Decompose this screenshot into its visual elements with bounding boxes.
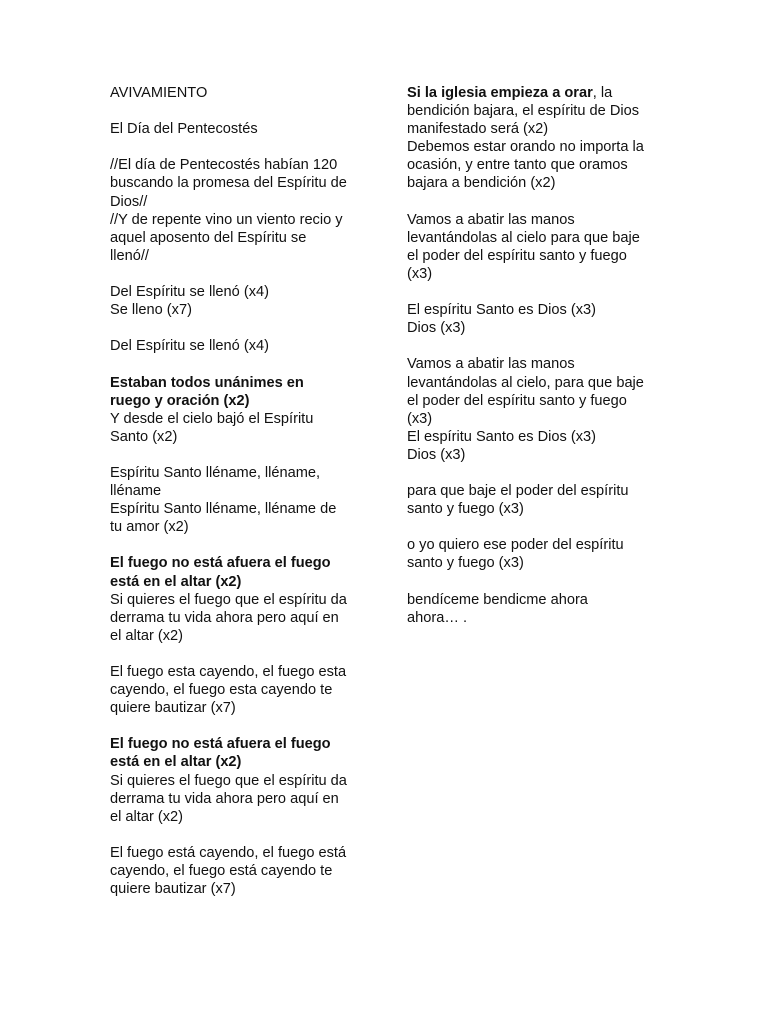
- lyric-line: Vamos a abatir las manos: [407, 356, 575, 373]
- paragraph-gap: [110, 826, 372, 844]
- paragraph-gap: [110, 355, 372, 373]
- paragraph-gap: [407, 573, 669, 591]
- lyric-line: AVIVAMIENTO: [110, 85, 208, 101]
- lyric-line: tu amor (x2): [110, 519, 189, 536]
- lyric-line: bajara a bendición (x2): [407, 175, 556, 192]
- lyric-line: derrama tu vida ahora pero aquí en: [110, 790, 339, 807]
- lyric-line: manifestado será (x2): [407, 121, 549, 138]
- lyric-line: levantándolas al cielo, para que baje: [407, 374, 644, 391]
- lyric-line: aquel aposento del Espíritu se: [110, 229, 307, 246]
- right-column: [407, 84, 669, 627]
- lyric-line: El fuego no está afuera el fuego: [110, 555, 331, 572]
- paragraph-gap: [407, 337, 669, 355]
- lyric-line: el poder del espíritu santo y fuego: [407, 392, 627, 409]
- lyric-line: llenó//: [110, 247, 149, 264]
- lyric-line: El fuego no está afuera el fuego: [110, 736, 331, 753]
- lyric-line: el altar (x2): [110, 627, 183, 644]
- lyric-line: el poder del espíritu santo y fuego: [407, 247, 627, 264]
- paragraph-gap: [110, 645, 372, 663]
- text-segment: , la: [592, 85, 613, 101]
- lyric-line: levantándolas al cielo para que baje: [407, 229, 640, 246]
- paragraph-gap: [110, 138, 372, 156]
- bold-text-segment: Si la iglesia empieza a orar: [407, 85, 593, 101]
- lyric-line: quiere bautizar (x7): [110, 700, 236, 717]
- lyric-line: Dios (x3): [407, 446, 466, 463]
- lyric-line: Dios//: [110, 193, 148, 210]
- paragraph-gap: [407, 193, 669, 211]
- lyric-line: El fuego está cayendo, el fuego está: [110, 844, 347, 861]
- lyric-line: Se lleno (x7): [110, 302, 192, 319]
- lyric-line: Vamos a abatir las manos: [407, 211, 575, 228]
- lyric-line: Del Espíritu se llenó (x4): [110, 338, 269, 355]
- lyric-line: cayendo, el fuego esta cayendo te: [110, 682, 333, 699]
- lyric-line: [407, 84, 669, 102]
- lyric-line: Santo (x2): [110, 428, 178, 445]
- paragraph-gap: [110, 102, 372, 120]
- paragraph-gap: [110, 319, 372, 337]
- lyric-line: Y desde el cielo bajó el Espíritu: [110, 410, 314, 427]
- lyric-line: //El día de Pentecostés habían 120: [110, 157, 338, 174]
- lyric-line: El espíritu Santo es Dios (x3): [407, 302, 596, 319]
- lyric-line: santo y fuego (x3): [407, 501, 524, 518]
- lyric-line: para que baje el poder del espíritu: [407, 483, 629, 500]
- lyric-line: (x3): [407, 265, 433, 282]
- paragraph-gap: [407, 518, 669, 536]
- lyric-line: bendíceme bendicme ahora: [407, 591, 588, 608]
- lyric-line: El Día del Pentecostés: [110, 121, 258, 138]
- paragraph-gap: [407, 283, 669, 301]
- lyric-line: cayendo, el fuego está cayendo te: [110, 863, 333, 880]
- lyric-line: Estaban todos unánimes en: [110, 374, 304, 391]
- lyric-line: santo y fuego (x3): [407, 555, 524, 572]
- lyric-line: o yo quiero ese poder del espíritu: [407, 537, 624, 554]
- paragraph-gap: [407, 464, 669, 482]
- paragraph-gap: [110, 265, 372, 283]
- lyric-line: está en el altar (x2): [110, 754, 242, 771]
- lyric-line: Espíritu Santo lléname, lléname,: [110, 464, 321, 481]
- lyric-line: ruego y oración (x2): [110, 392, 250, 409]
- left-column: [110, 84, 372, 898]
- lyric-line: Espíritu Santo lléname, lléname de: [110, 501, 337, 518]
- lyric-line: Si quieres el fuego que el espíritu da: [110, 772, 347, 789]
- lyric-line: Si quieres el fuego que el espíritu da: [110, 591, 347, 608]
- lyric-line: buscando la promesa del Espíritu de: [110, 175, 347, 192]
- paragraph-gap: [110, 717, 372, 735]
- lyric-line: Dios (x3): [407, 320, 466, 337]
- lyric-line: bendición bajara, el espíritu de Dios: [407, 103, 640, 120]
- lyric-line: está en el altar (x2): [110, 573, 242, 590]
- lyric-line: lléname: [110, 483, 162, 500]
- lyric-line: Del Espíritu se llenó (x4): [110, 284, 269, 301]
- lyric-line: //Y de repente vino un viento recio y: [110, 211, 343, 228]
- lyric-line: ahora… .: [407, 609, 468, 626]
- lyric-line: El fuego esta cayendo, el fuego esta: [110, 664, 347, 680]
- paragraph-gap: [110, 446, 372, 464]
- lyric-line: el altar (x2): [110, 808, 183, 825]
- lyric-line: derrama tu vida ahora pero aquí en: [110, 609, 339, 626]
- paragraph-gap: [110, 536, 372, 554]
- lyric-line: Debemos estar orando no importa la: [407, 139, 644, 156]
- lyric-line: quiere bautizar (x7): [110, 881, 236, 898]
- lyric-line: (x3): [407, 410, 433, 427]
- lyric-line: ocasión, y entre tanto que oramos: [407, 157, 628, 174]
- lyric-line: El espíritu Santo es Dios (x3): [407, 428, 596, 445]
